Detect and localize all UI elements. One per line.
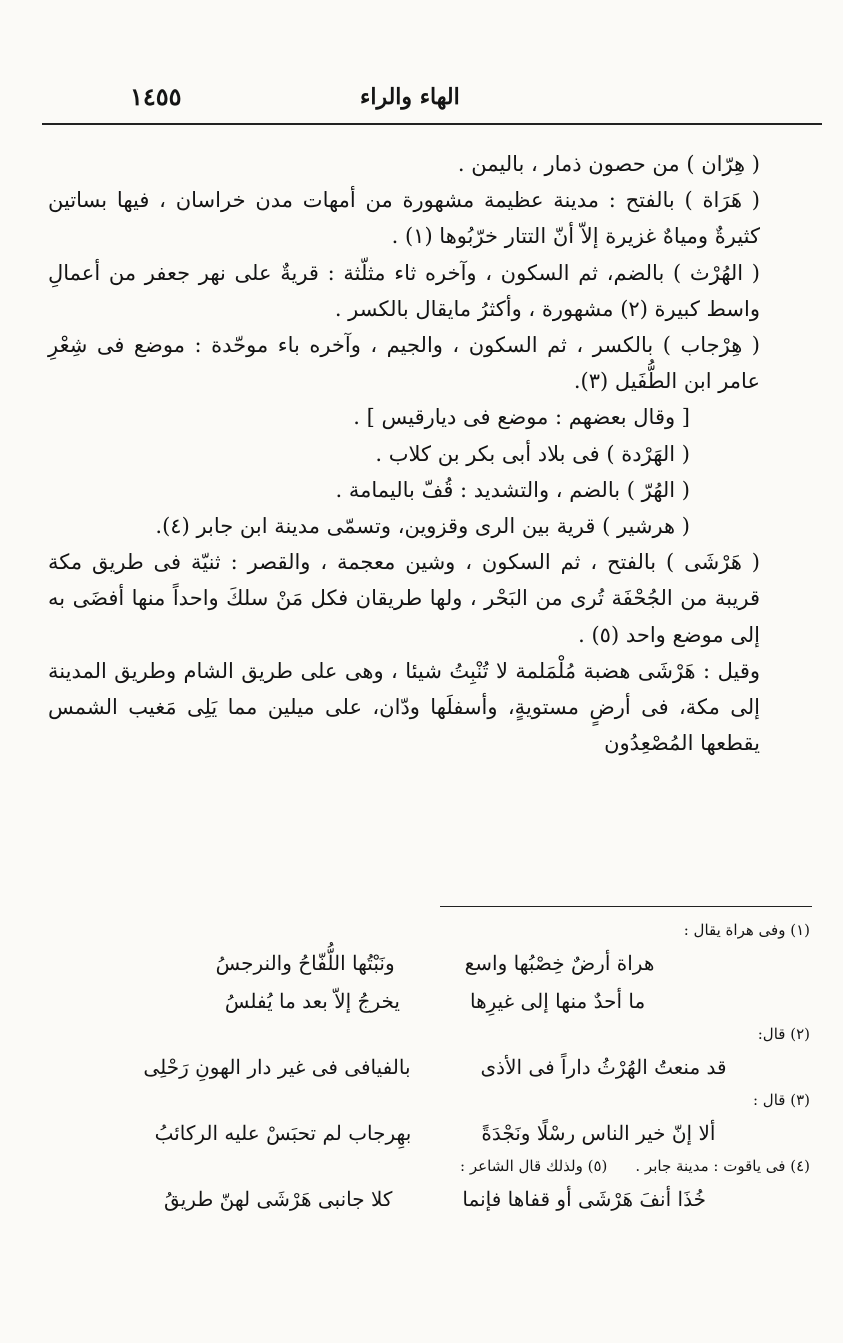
entry-hirran: ( هِرّان ) من حصون ذمار ، باليمن .	[457, 152, 760, 176]
verse-hemistich: بالفيافى فى غير دار الهونِ رَحْلِى	[143, 1055, 411, 1079]
footnote-2-label: (٢) قال:	[757, 1025, 810, 1043]
footnote-5-verse	[60, 1180, 810, 1218]
entry-note-qays: [ وقال بعضهم : موضع فى ديارقيس ] .	[353, 405, 690, 430]
page-header	[0, 78, 843, 118]
verse-hemistich: كلا جانبى هَرْشَى لهنّ طريقُ	[164, 1187, 393, 1211]
footnote-1-label: (١) وفى هراة يقال :	[683, 921, 810, 939]
verse-hemistich: بهِرجاب لم تحبَسْ عليه الركائبُ	[154, 1121, 412, 1145]
entry-al-hurth: ( الهُرْث ) بالضم، ثم السكون ، وآخره ثاء مثلّثة : قريةٌ على نهر جعفر من أعمالِ واسط كبيرة (٢) مشهورة ، وأكثرُ مايقال بالكسر .	[48, 260, 760, 321]
verse-hemistich: ألا إنّ خير الناس رسْلًا ونَجْدَةً	[481, 1121, 716, 1145]
verse-hemistich: خُذَا أنفَ هَرْشَى أو قفاها فإنما	[462, 1187, 706, 1211]
footnote-1-verse-1	[60, 944, 810, 982]
footnote-2-verse	[60, 1048, 810, 1086]
footnote-4-5-labels	[60, 1152, 810, 1180]
page-number: ١٤٥٥	[130, 82, 182, 111]
verse-hemistich: قد منعتُ الهُرْثُ داراً فى الأذى	[480, 1055, 727, 1079]
verse-hemistich: ونَبْتُها اللُّفّاحُ والنرجسُ	[215, 951, 395, 975]
entry-al-hurr: ( الهُرّ ) بالضم ، والتشديد : قُفّ باليمامة .	[335, 477, 690, 502]
footnote-4-label: (٤) فى ياقوت : مدينة جابر .	[635, 1157, 810, 1175]
entry-al-harda: ( الهَرْدة ) فى بلاد أبى بكر بن كلاب .	[375, 441, 690, 466]
header-rule	[42, 123, 822, 125]
running-title: الهاء والراء	[360, 84, 460, 110]
footnote-5-label: (٥) ولذلك قال الشاعر :	[460, 1157, 608, 1175]
footnote-3-verse	[60, 1114, 810, 1152]
footnotes	[60, 916, 810, 1218]
verse-hemistich: هراة أرضٌ خِصْبُها واسع	[464, 951, 655, 975]
entry-harsha-alt: وقيل : هَرْشَى هضبة مُلْمَلمة لا تُنْبِتُ شيئا ، وهى على طريق الشام وطريق المدينة إلى مكة، فى أرضٍ مستويةٍ، وأسفلَها ودّان، على ميلين مما يَلِى مَغيب الشمس يقطعها المُصْعِدُون	[48, 658, 760, 756]
footnote-3-label: (٣) قال :	[752, 1091, 810, 1109]
entry-harat: ( هَرَاة ) بالفتح : مدينة عظيمة مشهورة من أمهات مدن خراسان ، فيها بساتين كثيرةٌ ومياهٌ غزيرة إلاّ أنّ التتار خرّبُوها (١) .	[48, 188, 760, 249]
main-text	[48, 146, 808, 761]
verse-hemistich: ما أحدٌ منها إلى غيرِها	[469, 989, 646, 1013]
entry-harsha: ( هَرْشَى ) بالفتح ، ثم السكون ، وشين معجمة ، والقصر : ثنيّة فى طريق مكة قريبة من الجُحْفَة تُرى من البَحْر ، ولها طريقان فكل مَنْ سلكَ واحداً منها أفضَى به إلى موضع واحد (٥) .	[48, 550, 760, 647]
footnote-rule	[440, 906, 812, 907]
verse-hemistich: يخرجُ إلاّ بعد ما يُفلسُ	[224, 989, 400, 1013]
entry-hirjab: ( هِرْجاب ) بالكسر ، ثم السكون ، والجيم ، وآخره باء موحّدة : موضع فى شِعْرِ عامر ابن الطُّفَيل (٣).	[48, 333, 760, 394]
entry-harshir: ( هرشير ) قرية بين الرى وقزوين، وتسمّى مدينة ابن جابر (٤).	[155, 514, 690, 539]
footnote-1-verse-2	[60, 982, 810, 1020]
